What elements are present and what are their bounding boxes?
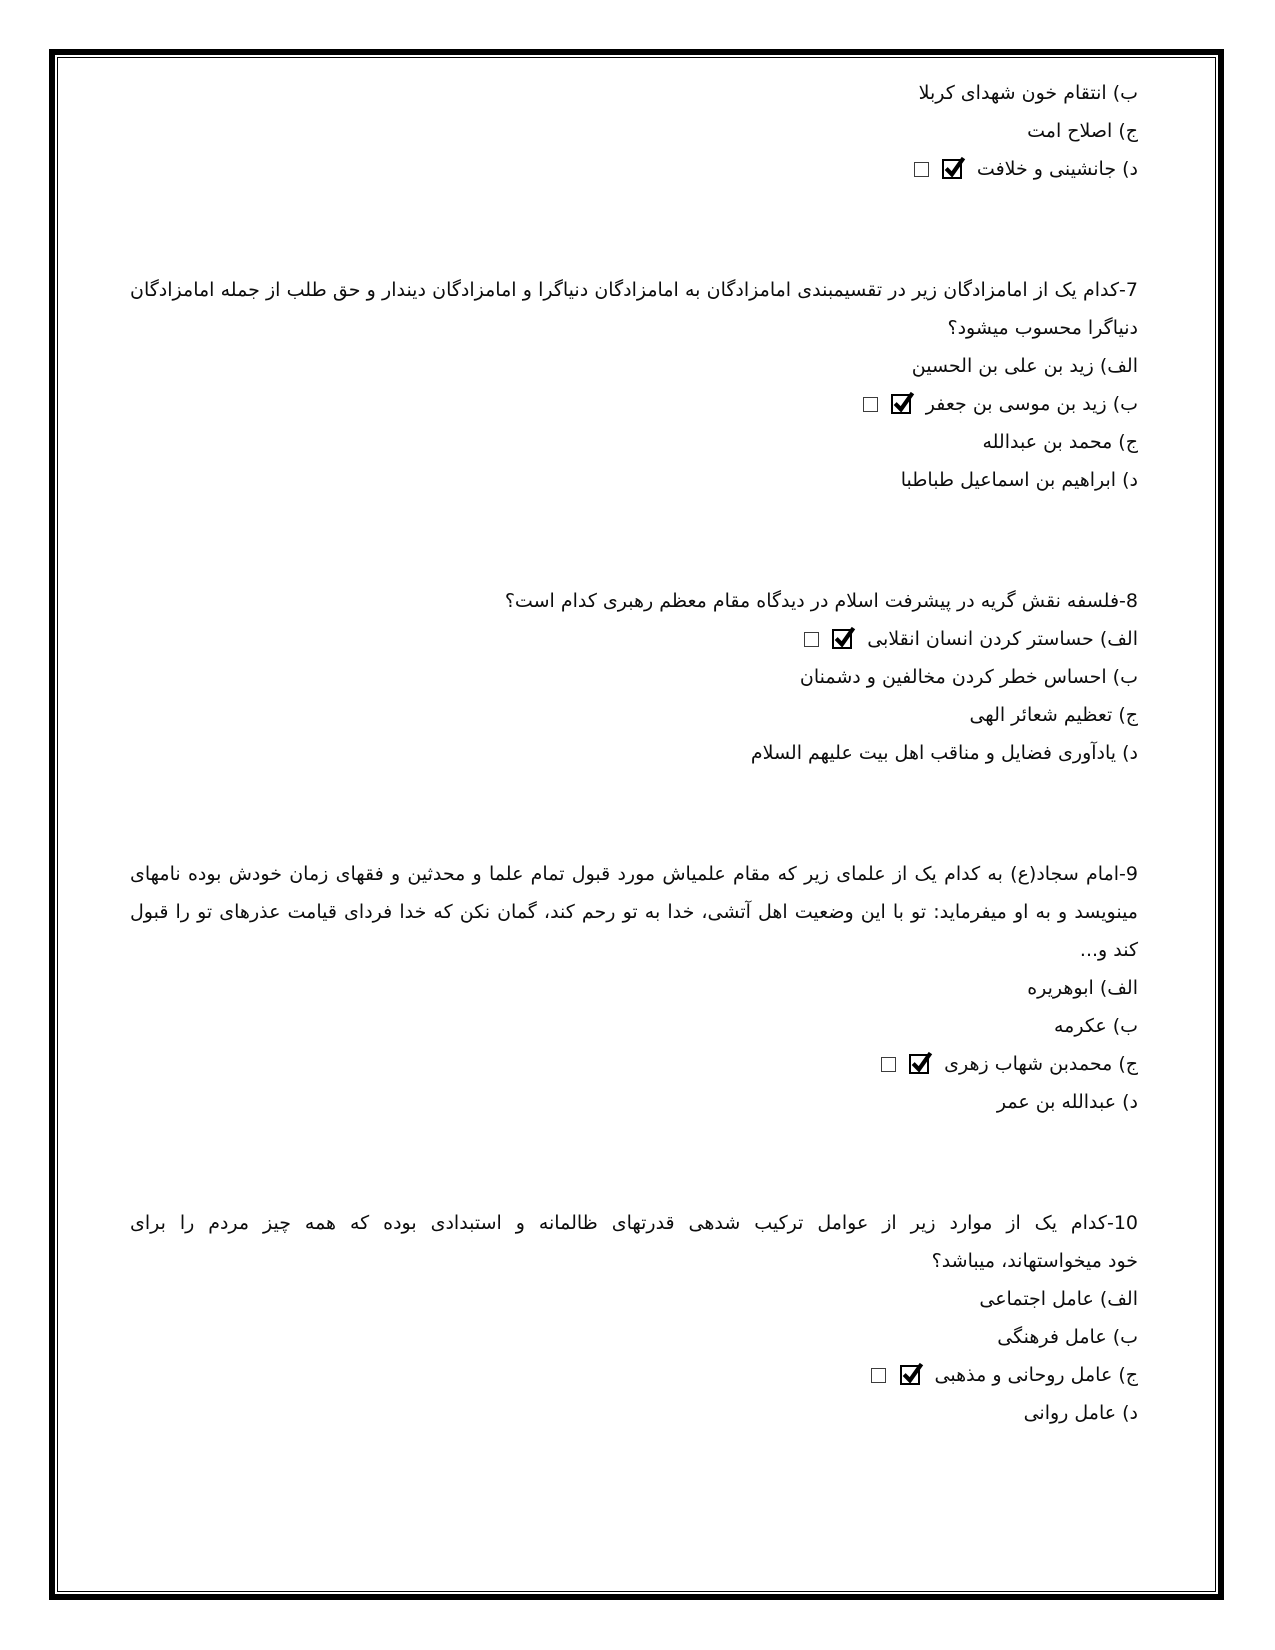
option-label: ج) اصلاح امت bbox=[1027, 120, 1138, 142]
option-label: الف) عامل اجتماعی bbox=[979, 1288, 1138, 1310]
question-text-line: مینویسد و به او میفرماید: تو با این وضعیت اهل آتشی، خدا به تو رحم کند، گمان نکن که خدا فردای قیامت عذرهای تو را قبول bbox=[130, 901, 1138, 923]
option-line bbox=[130, 423, 1138, 461]
question-text-line: خود میخواستهاند، میباشد؟ bbox=[931, 1250, 1138, 1272]
option-line-answer bbox=[130, 1045, 1138, 1083]
option-label: ب) عکرمه bbox=[1053, 1015, 1138, 1037]
option-label: د) یادآوری فضایل و مناقب اهل بیت علیهم السلام bbox=[750, 742, 1138, 764]
option-line bbox=[130, 1280, 1138, 1318]
option-line-answer bbox=[130, 620, 1138, 658]
question-8 bbox=[130, 582, 1138, 772]
option-label: ب) عامل فرهنگی bbox=[997, 1326, 1138, 1348]
option-line bbox=[130, 461, 1138, 499]
option-label: ج) عامل روحانی و مذهبی bbox=[934, 1364, 1138, 1386]
option-line-answer bbox=[130, 150, 1138, 188]
checked-checkbox-icon bbox=[942, 159, 962, 179]
option-label: ج) محمد بن عبدالله bbox=[982, 431, 1138, 453]
option-line bbox=[130, 112, 1138, 150]
empty-checkbox-icon bbox=[871, 1368, 886, 1383]
option-line-answer bbox=[130, 385, 1138, 423]
option-label: ب) احساس خطر کردن مخالفین و دشمنان bbox=[799, 666, 1138, 688]
question-text-line: 9-امام سجاد(ع) به کدام یک از علمای زیر که مقام علمیاش مورد قبول تمام علما و محدثین و فقهای زمان خودش بوده نامهای bbox=[130, 863, 1138, 885]
option-line bbox=[130, 1007, 1138, 1045]
question-text-line: 7-کدام یک از امامزادگان زیر در تقسیمبندی امامزادگان به امامزادگان دنیاگرا و امامزادگان دیندار و حق طلب از جمله امامزادگان bbox=[130, 279, 1138, 301]
option-label: د) ابراهیم بن اسماعیل طباطبا bbox=[900, 469, 1138, 491]
option-label: الف) زید بن علی بن الحسین bbox=[911, 355, 1138, 377]
option-line bbox=[130, 347, 1138, 385]
empty-checkbox-icon bbox=[863, 397, 878, 412]
question-text-line: 8-فلسفه نقش گریه در پیشرفت اسلام در دیدگاه مقام معظم رهبری کدام است؟ bbox=[504, 590, 1138, 612]
option-line bbox=[130, 1394, 1138, 1432]
option-line bbox=[130, 1083, 1138, 1121]
question-text-line: کند و... bbox=[1079, 939, 1138, 961]
option-line bbox=[130, 1318, 1138, 1356]
option-line bbox=[130, 696, 1138, 734]
checked-checkbox-icon bbox=[900, 1365, 920, 1385]
question-text-line: دنیاگرا محسوب میشود؟ bbox=[947, 317, 1138, 339]
empty-checkbox-icon bbox=[914, 162, 929, 177]
option-label: ب) زید بن موسی بن جعفر bbox=[925, 393, 1138, 415]
checked-checkbox-icon bbox=[891, 394, 911, 414]
option-line-answer bbox=[130, 1356, 1138, 1394]
question-6-options-block bbox=[130, 74, 1138, 188]
option-label: الف) حساستر کردن انسان انقلابی bbox=[867, 628, 1138, 650]
option-label: د) عامل روانی bbox=[1023, 1402, 1138, 1424]
option-line bbox=[130, 734, 1138, 772]
question-7 bbox=[130, 271, 1138, 499]
checked-checkbox-icon bbox=[832, 629, 852, 649]
checked-checkbox-icon bbox=[909, 1054, 929, 1074]
empty-checkbox-icon bbox=[804, 632, 819, 647]
option-label: الف) ابوهریره bbox=[1027, 977, 1138, 999]
option-label: ب) انتقام خون شهدای کربلا bbox=[918, 82, 1138, 104]
option-label: د) جانشینی و خلافت bbox=[976, 158, 1138, 180]
option-label: د) عبدالله بن عمر bbox=[996, 1091, 1138, 1113]
option-label: ج) محمدبن شهاب زهری bbox=[944, 1053, 1138, 1075]
document-content bbox=[130, 74, 1138, 1432]
option-label: ج) تعظیم شعائر الهی bbox=[969, 704, 1138, 726]
option-line bbox=[130, 658, 1138, 696]
option-line bbox=[130, 74, 1138, 112]
question-10 bbox=[130, 1204, 1138, 1432]
question-text-line: 10-کدام یک از موارد زیر از عوامل ترکیب شدهی قدرتهای ظالمانه و استبدادی بوده که همه چیز مردم را برای bbox=[130, 1212, 1138, 1234]
question-9 bbox=[130, 855, 1138, 1121]
empty-checkbox-icon bbox=[881, 1057, 896, 1072]
option-line bbox=[130, 969, 1138, 1007]
